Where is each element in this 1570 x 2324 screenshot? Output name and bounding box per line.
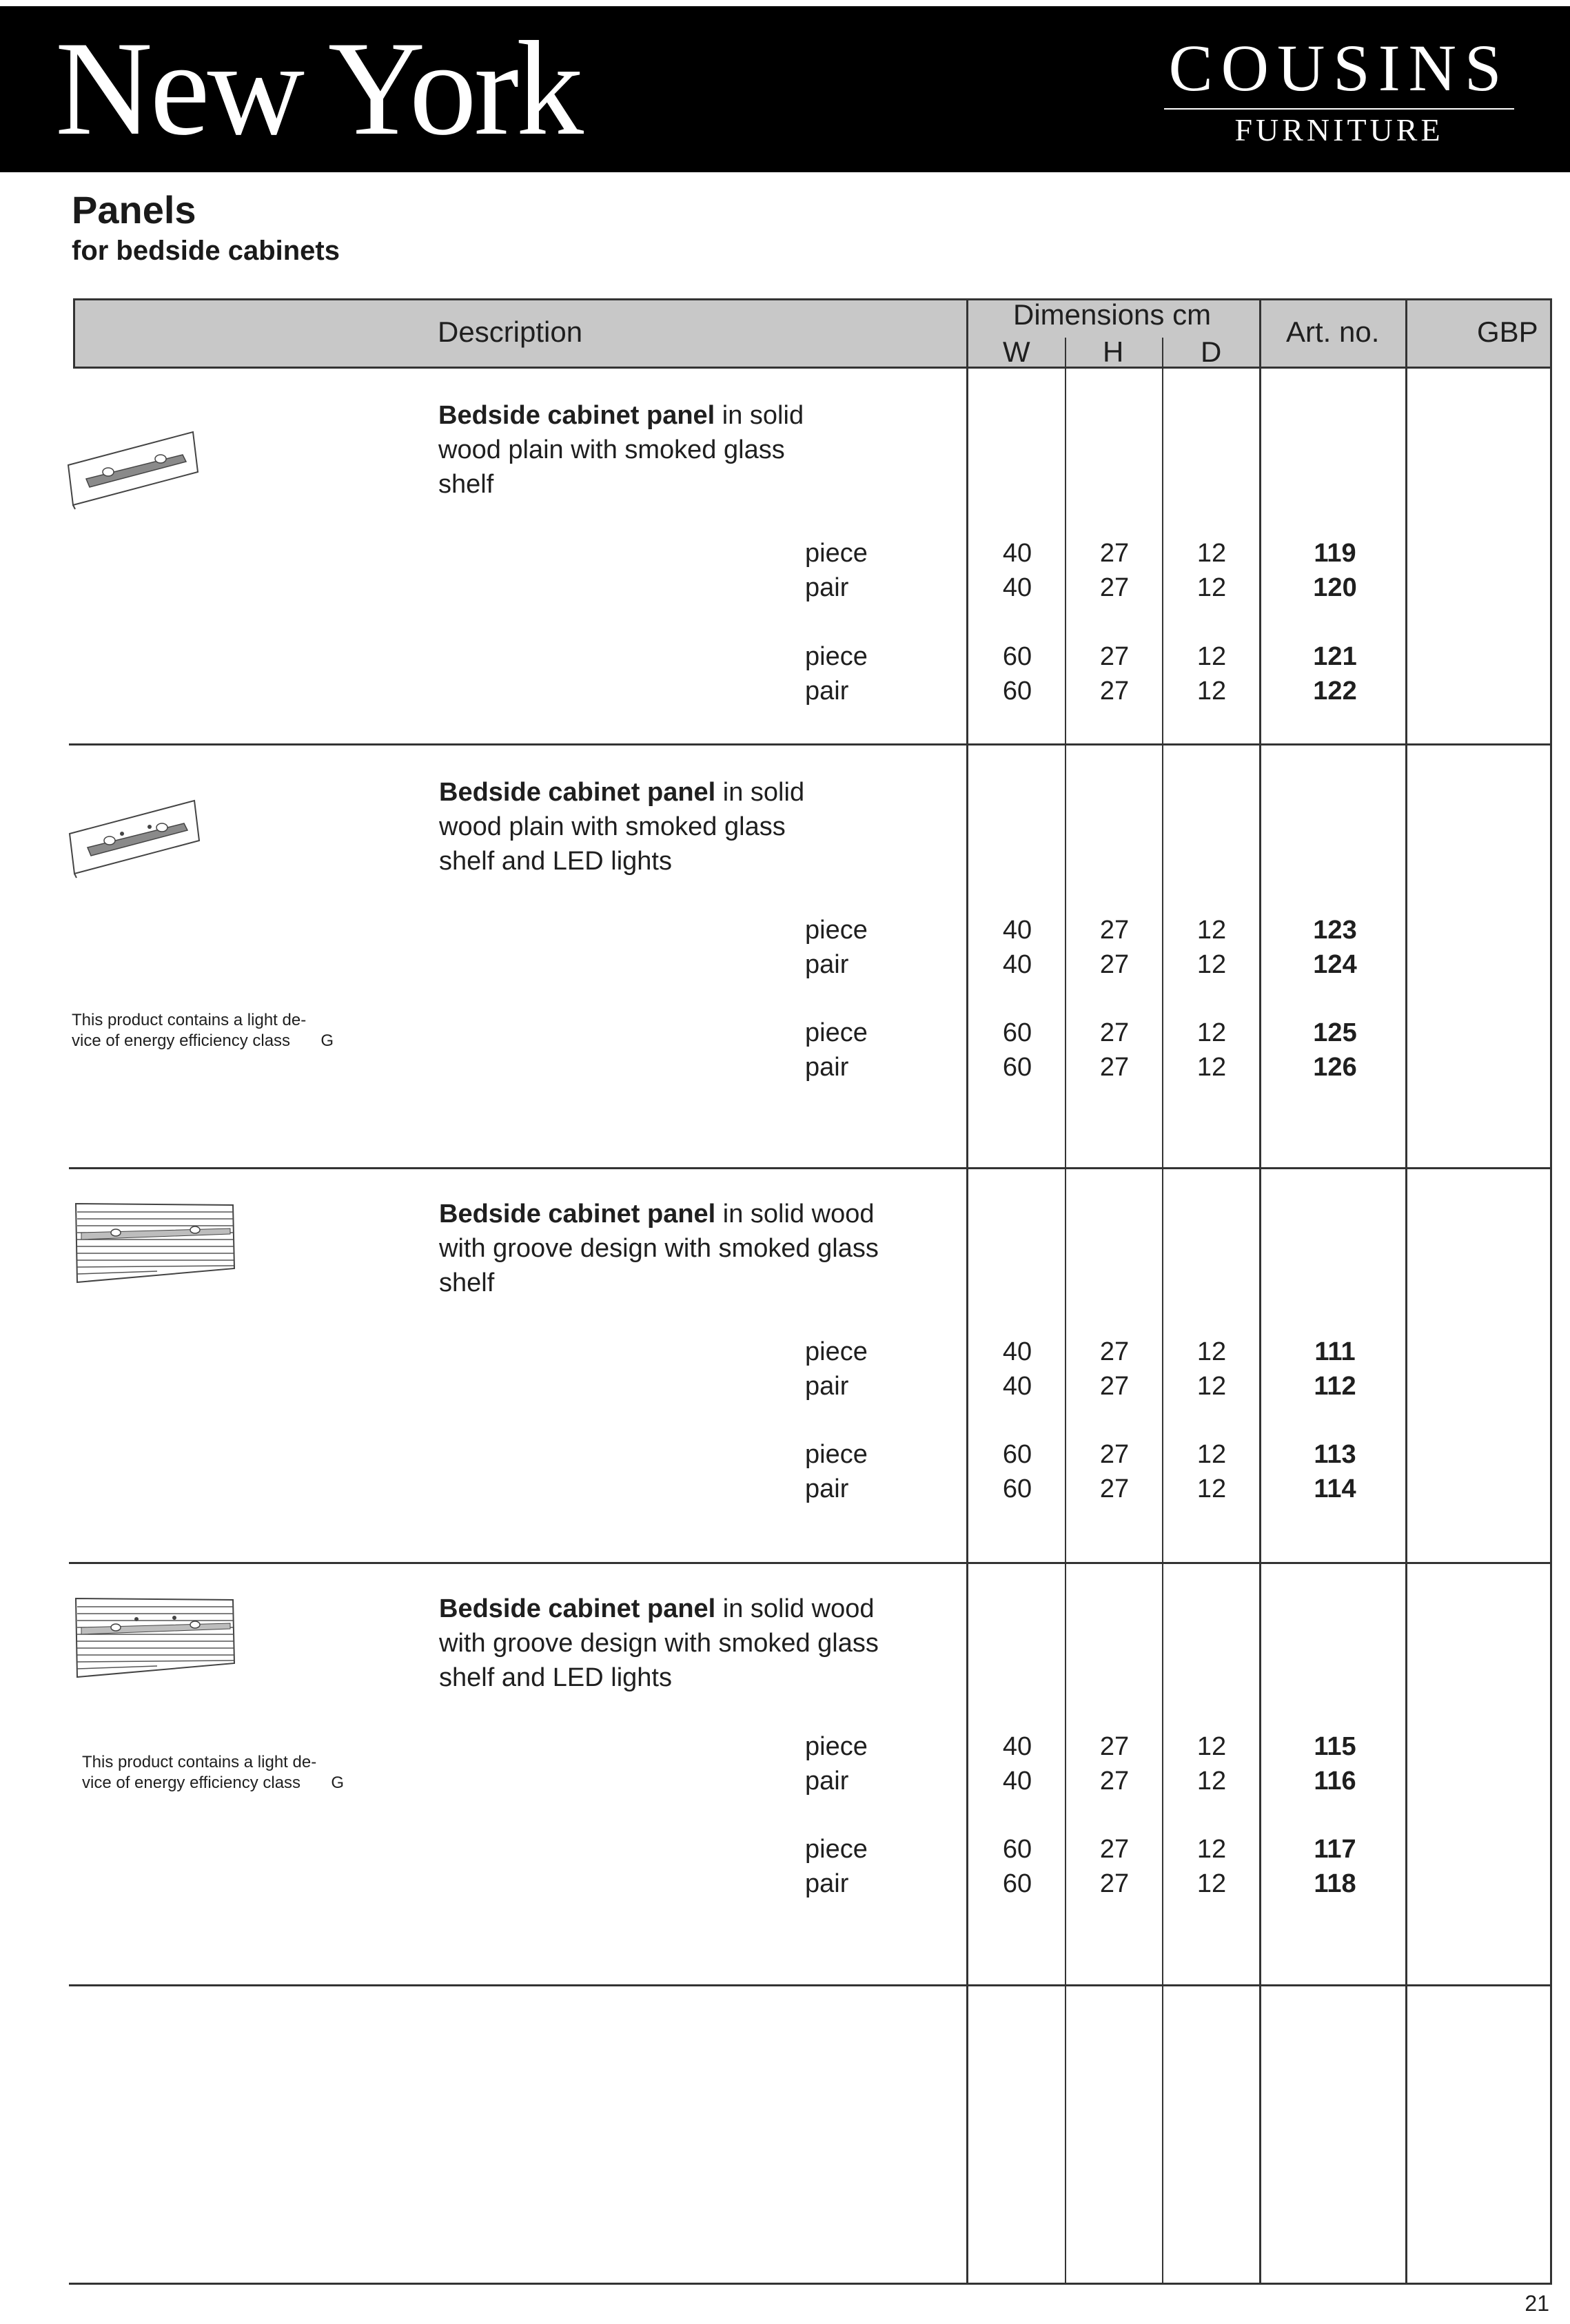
column-divider [1550,298,1552,2285]
header-gbp: GBP [1477,316,1538,348]
row-separator [69,1562,1551,1564]
header-d: D [1201,336,1222,368]
groove-panel-shelf-led-icon [74,1597,236,1680]
section-subtitle: for bedside cabinets [72,236,340,266]
product-description: Bedside cabinet panel in solid wood with groove design with smoked glass shelf and LED lights [439,1594,879,1692]
energy-efficiency-note: This product contains a light de- vice of energy efficiency class G [72,1011,334,1050]
header-dimensions: Dimensions cm [1013,298,1212,331]
column-divider [1259,298,1261,2285]
section-title: Panels [72,188,196,232]
header-w: W [1003,336,1030,368]
energy-class: G [331,1773,344,1792]
product-description: Bedside cabinet panel in solid wood with groove design with smoked glass shelf [439,1200,879,1297]
plain-panel-shelf-icon [65,424,203,510]
brand-logo [1160,32,1518,151]
column-divider [1405,298,1407,2285]
product-name: Bedside cabinet panel [439,1200,716,1228]
header-h: H [1103,336,1124,368]
product-name: Bedside cabinet panel [439,1594,716,1623]
column-divider [1065,338,1066,2285]
header-bar [0,6,1570,172]
header-description: Description [438,316,583,348]
energy-class: G [320,1031,334,1050]
energy-efficiency-note: This product contains a light de- vice of energy efficiency class G [82,1753,344,1792]
row-separator [69,743,1551,745]
row-separator [69,2283,1551,2285]
plain-panel-shelf-led-icon [67,792,205,878]
row-separator [69,1984,1551,1986]
column-divider [1162,338,1163,2285]
row-separator [69,1167,1551,1169]
brand-name: COUSINS [1168,31,1510,105]
product-name: Bedside cabinet panel [438,401,715,430]
groove-panel-shelf-icon [74,1202,236,1285]
column-divider [966,298,968,2285]
header-art-no: Art. no. [1286,316,1380,348]
product-description: Bedside cabinet panel in solid wood plain with smoked glass shelf and LED lights [439,778,805,876]
brand-subtitle: FURNITURE [1234,112,1444,147]
collection-title: New York [55,14,582,163]
product-description: Bedside cabinet panel in solid wood plain with smoked glass shelf [438,401,804,499]
product-name: Bedside cabinet panel [439,778,716,807]
page-number: 21 [1525,2291,1549,2316]
